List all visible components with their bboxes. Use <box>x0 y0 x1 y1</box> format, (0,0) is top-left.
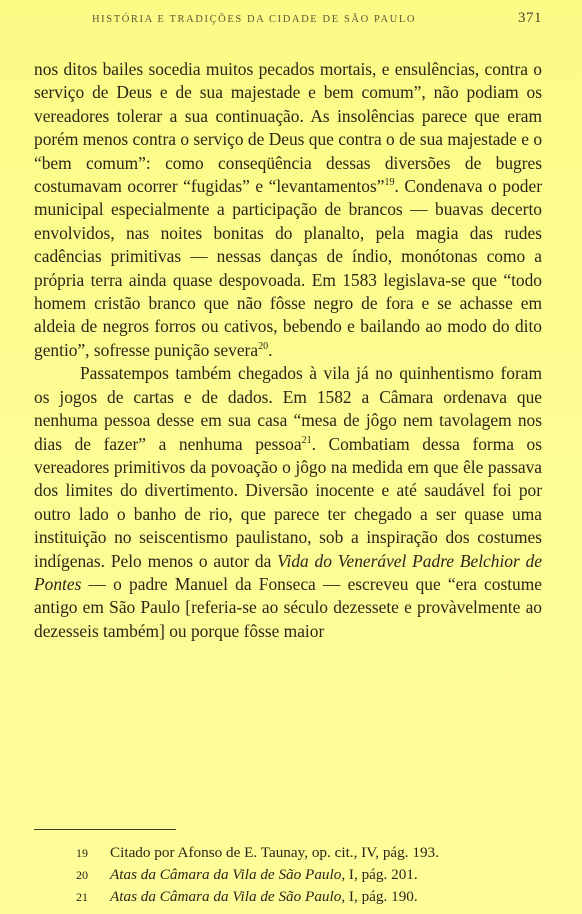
paragraph-1-end: . <box>268 339 273 360</box>
footnote <box>76 886 546 908</box>
footnote-text: Citado por Afonso de E. Taunay, op. cit., IV, pág. 193. <box>110 844 439 861</box>
paragraph-2 <box>34 362 542 643</box>
paragraph-1-text: nos ditos bailes socedia muitos pecados mortais, e ensulências, contra o serviço de Deus e de sua majestade e bem comum”, não podiam os vereadores tolerar a sua continuação. As insolências parece que eram porém menos contra o serviço de Deus que contra o de sua majestade e o “bem comum”: como conseqüência dessas diversões de bugres costumavam ocorrer “fugidas” e “levantamentos” <box>34 59 543 197</box>
book-title-italic: Vida do Venerável Padre Belchior de Pontes <box>34 550 542 594</box>
paragraph-1 <box>34 58 542 362</box>
page-number: 371 <box>518 10 542 26</box>
footnote-ref-19: 19 <box>384 177 395 189</box>
footnote <box>76 842 546 864</box>
paragraph-1-text-b: . Condenava o poder municipal especialmente a participação de brancos — buavas decerto envolvidos, nas noites bonitas do planalto, pela magia das rudes cadências primitivas — nessas danças de índio, monótonas como a própria terra ainda quase despovoada. Em 1583 legislava-se que “todo homem cristão branco que não fôsse negro de fora e se achasse em aldeia de negros forros ou cativos, bebendo e bailando ao modo do dito gentio”, sofresse punição severa <box>34 176 542 360</box>
running-head-title: HISTÓRIA E TRADIÇÕES DA CIDADE DE SÃO PAULO <box>92 14 417 25</box>
footnote-divider <box>34 829 176 830</box>
footnote-ref-20: 20 <box>258 341 269 353</box>
footnote-text: Atas da Câmara da Vila de São Paulo, I, pág. 190. <box>110 888 418 905</box>
paragraph-2-text: Passatempos também chegados à vila já no quinhentismo foram os jogos de cartas e de dados. Em 1582 a Câmara ordenava que nenhuma pessoa desse em sua casa “mesa de jôgo nem tavolagem nos dias de fazer” a nenhuma pessoa <box>34 363 542 454</box>
running-head <box>92 10 542 27</box>
footnote <box>76 864 546 886</box>
footnote-number: 21 <box>76 890 88 904</box>
body-text <box>34 58 542 643</box>
footnote-ref-21: 21 <box>301 434 312 446</box>
footnote-text: Atas da Câmara da Vila de São Paulo, I, pág. 201. <box>110 866 418 883</box>
footnote-number: 19 <box>76 846 88 860</box>
footnote-number: 20 <box>76 868 88 882</box>
paragraph-2-text-c: — o padre Manuel da Fonseca — escreveu que “era costume antigo em São Paulo [referia-se ao século dezessete e provàvelmente ao dezesseis também] ou porque fôsse maior <box>34 573 542 641</box>
paragraph-2-text-b: . Combatiam dessa forma os vereadores primitivos da povoação o jôgo na medida em que êle passava dos limites do divertimento. Diversão inocente e até saudável foi por outro lado o banho de rio, que parece ter chegado a ser quase uma instituição no seiscentismo paulistano, sob a inspiração dos costumes indígenas. Pelo menos o autor da <box>34 433 543 571</box>
footnotes <box>76 842 546 908</box>
